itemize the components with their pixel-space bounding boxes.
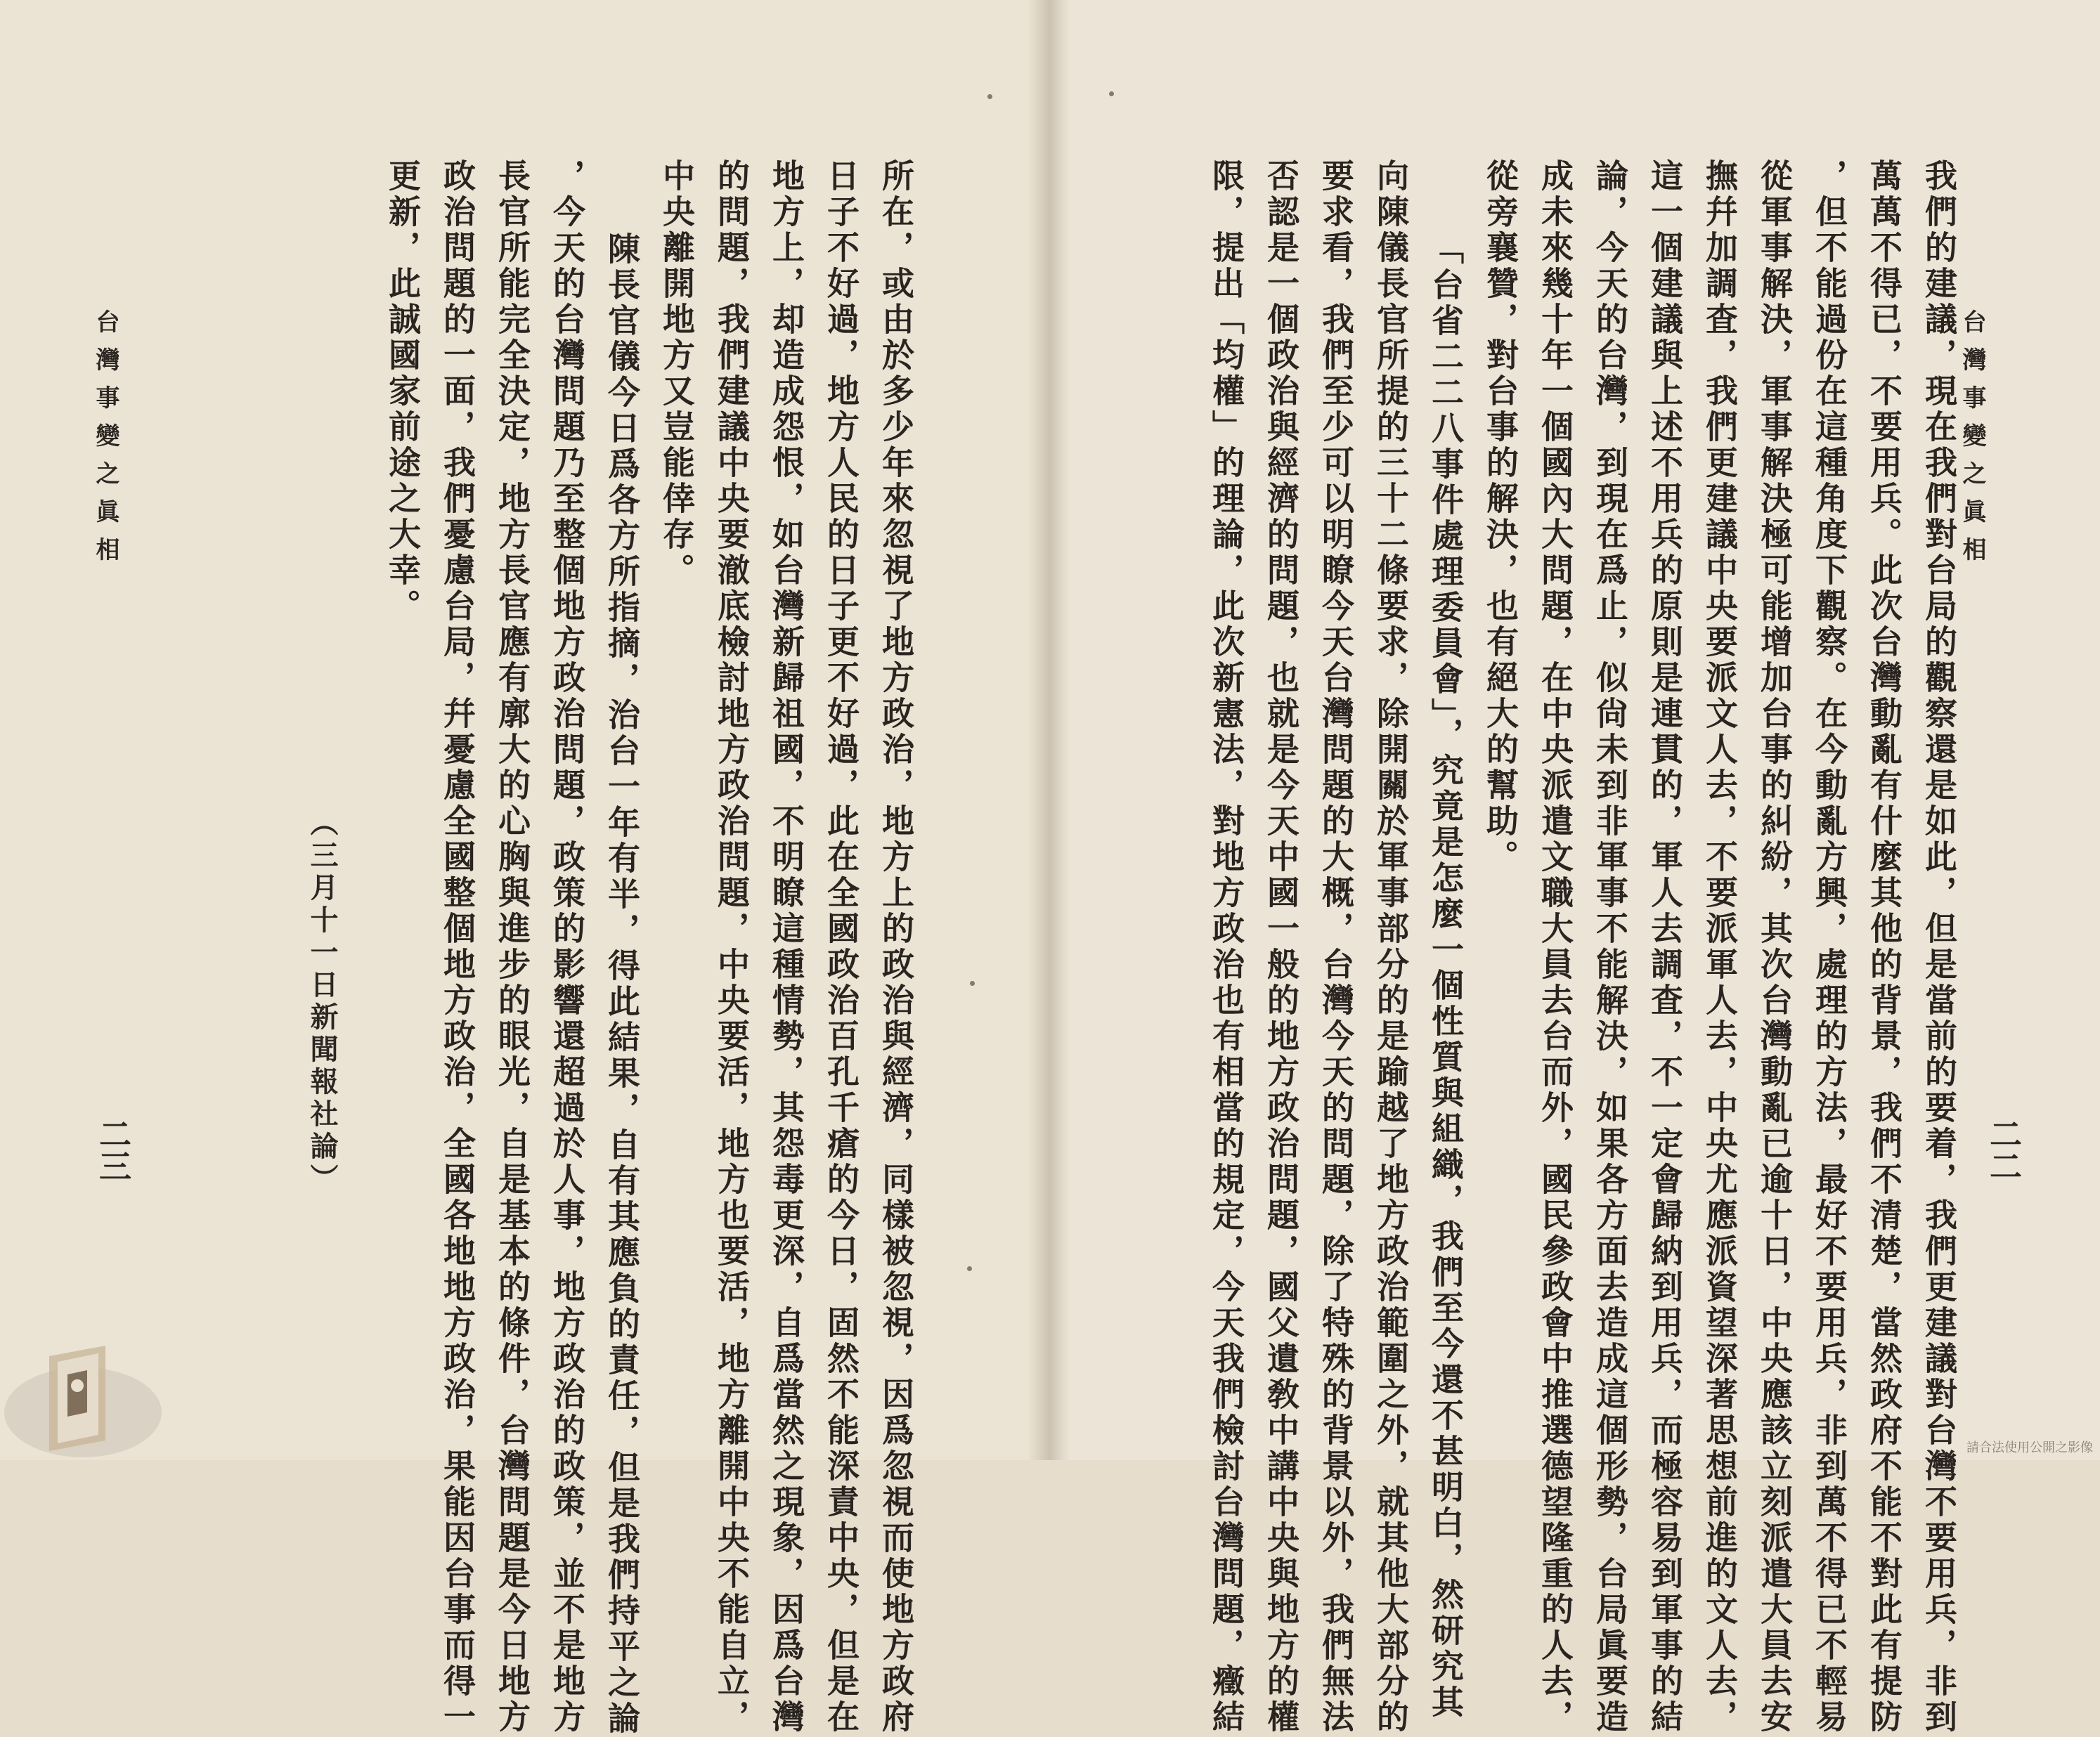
text-line: 論，今天的台灣，到現在爲止，似尙未到非軍事不能解決，如果各方面去造成這個形勢，台局眞要造 <box>1591 159 1629 1736</box>
right-page-number: 二二 <box>1985 1117 2023 1182</box>
text-line: 撫幷加調査，我們更建議中央要派文人去，不要派軍人去，中央尤應派資望深著思想前進的文人去， <box>1701 159 1739 1736</box>
text-line: ，但不能過份在這種角度下觀察。在今動亂方興，處理的方法，最好不要用兵，非到萬不得已不輕易 <box>1810 159 1848 1736</box>
paper-speck <box>970 981 975 986</box>
text-line: ，今天的台灣問題乃至整個地方政治問題，政策的影響還超過於人事，地方政治的政策，並不是地方 <box>548 159 586 1736</box>
paper-speck <box>1109 91 1114 96</box>
left-page-number: 二三 <box>94 1117 132 1182</box>
text-line: 地方上，却造成怨恨，如台灣新歸祖國，不明瞭這種情勢，其怨毒更深，自爲當然之現象，因爲台灣 <box>767 159 805 1736</box>
source-byline: （三月十一日新聞報社論） <box>306 808 338 1196</box>
text-line: 更新，此誠國家前途之大幸。 <box>384 159 422 625</box>
paper-speck <box>987 94 992 99</box>
text-line: 中央離開地方又豈能倖存。 <box>658 159 696 589</box>
text-line: 的問題，我們建議中央要澈底檢討地方政治問題，中央要活，地方也要活，地方離開中央不能自立， <box>713 159 751 1736</box>
book-gutter <box>1028 0 1070 1460</box>
text-line: 這一個建議與上述不用兵的原則是連貫的，軍人去調査，不一定會歸納到用兵，而極容易到軍事的結 <box>1646 159 1684 1736</box>
text-line: 萬萬不得已，不要用兵。此次台灣動亂有什麼其他的背景，我們不清楚，當然政府不能不對此有提防 <box>1865 159 1903 1736</box>
text-line: 「台省二二八事件處理委員會」，究竟是怎麼一個性質與組織，我們至今還不甚明白，然研究其 <box>1427 232 1465 1721</box>
right-running-title: 台灣事變之眞相 <box>1958 309 1986 575</box>
text-line: 否認是一個政治與經濟的問題，也就是今天中國一般的地方政治問題，國父遺敎中講中央與地方的權 <box>1262 159 1300 1736</box>
usage-watermark: 請合法使用公開之影像 <box>1966 1440 2093 1455</box>
text-line: 要求看，我們至少可以明瞭今天台灣問題的大概，台灣今天的問題，除了特殊的背景以外，我們無法 <box>1317 159 1355 1736</box>
text-line: 限，提出「均權」的理論，此次新憲法，對地方政治也有相當的規定，今天我們檢討台灣問題，癥結 <box>1207 159 1245 1736</box>
text-line: 從軍事解決，軍事解決極可能增加台事的糾紛，其次台灣動亂已逾十日，中央應該立刻派遣大員去安 <box>1756 159 1794 1736</box>
paper-speck <box>967 1266 972 1271</box>
text-line: 我們的建議，現在我們對台局的觀察還是如此，但是當前的要着，我們更建議對台灣不要用兵，非到 <box>1920 159 1958 1736</box>
text-line: 長官所能完全決定，地方長官應有廓大的心胸與進步的眼光，自是基本的條件，台灣問題是今日地方 <box>493 159 531 1736</box>
left-running-title: 台灣事變之眞相 <box>91 309 119 575</box>
text-line: 政治問題的一面，我們憂慮台局，幷憂慮全國整個地方政治，全國各地地方政治，果能因台事而得一 <box>439 159 477 1736</box>
text-line: 所在，或由於多少年來忽視了地方政治，地方上的政治與經濟，同樣被忽視，因爲忽視而使地方政府 <box>877 159 915 1736</box>
text-line: 日子不好過，地方人民的日子更不好過，此在全國政治百孔千瘡的今日，固然不能深責中央，但是在 <box>822 159 860 1736</box>
text-line: 向陳儀長官所提的三十二條要求，除開關於軍事部分的是踰越了地方政治範圍之外，就其他大部分的 <box>1372 159 1410 1736</box>
library-logo-icon <box>0 1307 162 1460</box>
text-line: 成未來幾十年一個國內大問題，在中央派遣文職大員去台而外，國民參政會中推選德望隆重的人去， <box>1536 159 1574 1736</box>
text-line: 陳長官儀今日爲各方所指摘，治台一年有半，得此結果，自有其應負的責任，但是我們持平之論 <box>603 232 641 1737</box>
text-line: 從旁襄贊，對台事的解決，也有絕大的幫助。 <box>1482 159 1519 876</box>
